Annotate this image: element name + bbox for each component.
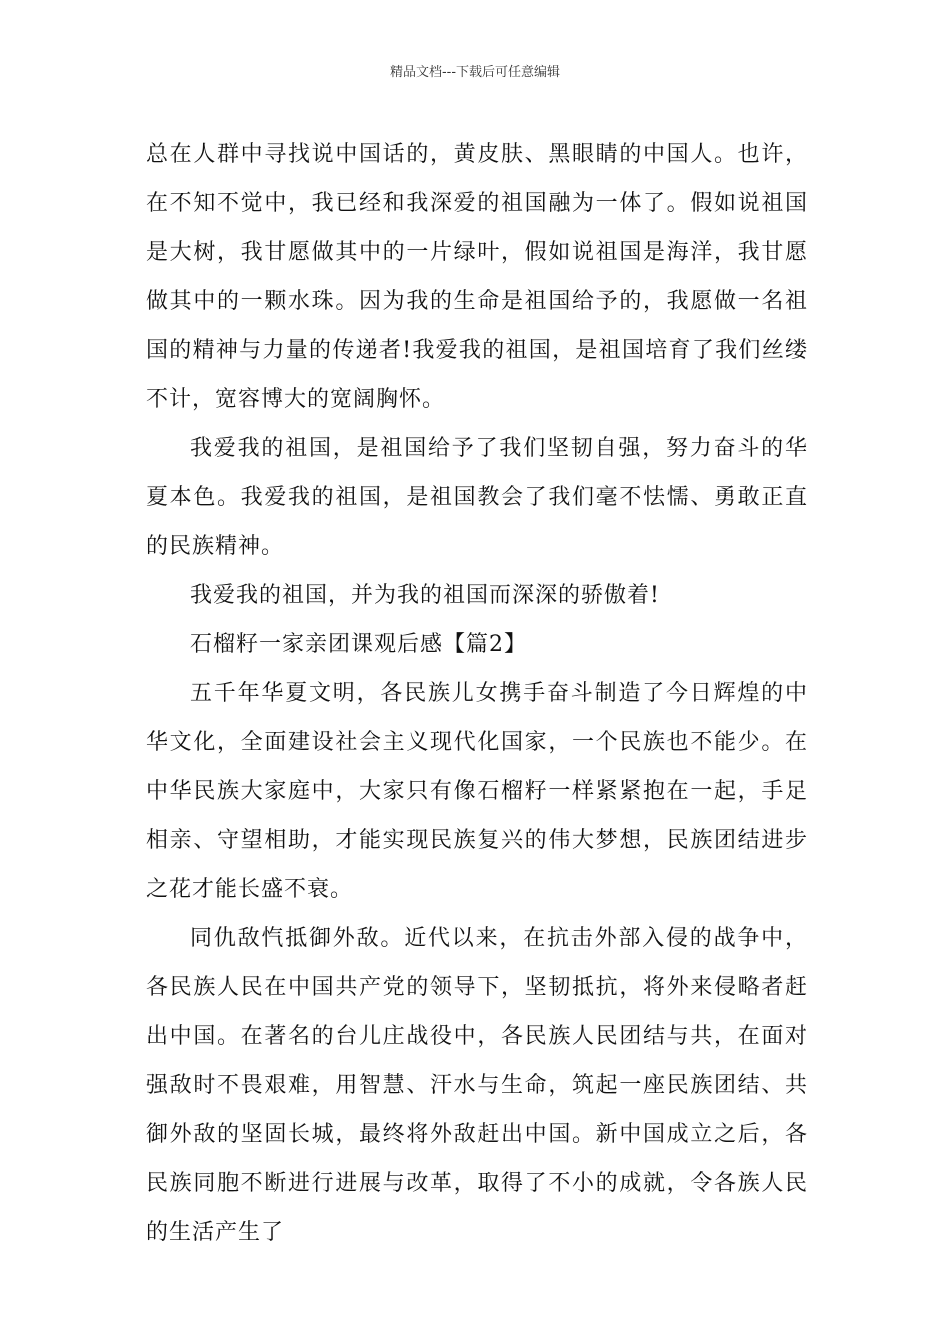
- paragraph-continuation: 总在人群中寻找说中国话的，黄皮肤、黑眼睛的中国人。也许，在不知不觉中，我已经和我深爱的祖国融为一体了。假如说祖国是大树，我甘愿做其中的一片绿叶，假如说祖国是海洋，我甘愿做其中的一颗水珠。因为我的生命是祖国给予的，我愿做一名祖国的精神与力量的传递者!我爱我的祖国，是祖国培育了我们丝缕不计，宽容博大的宽阔胸怀。: [146, 142, 808, 412]
- paragraph-resist-enemies: 同仇敌忾抵御外敌。近代以来，在抗击外部入侵的战争中，各民族人民在中国共产党的领导下，坚韧抵抗，将外来侵略者赶出中国。在著名的台儿庄战役中，各民族人民团结与共，在面对强敌时不畏艰难，用智慧、汗水与生命，筑起一座民族团结、共御外敌的坚固长城，最终将外敌赶出中国。新中国成立之后，各民族同胞不断进行进展与改革，取得了不小的成就，令各族人民的生活产生了: [146, 926, 808, 1245]
- document-body: [146, 130, 808, 1257]
- section-heading: 石榴籽一家亲团课观后感【篇2】: [190, 632, 527, 657]
- page-header: 精品文档---下载后可任意编辑: [389, 65, 561, 80]
- paragraph-huaxia-bense: 我爱我的祖国，是祖国给予了我们坚韧自强，努力奋斗的华夏本色。我爱我的祖国，是祖国教会了我们毫不怯懦、勇敢正直的民族精神。: [146, 436, 808, 559]
- paragraph-pride: 我爱我的祖国，并为我的祖国而深深的骄傲着!: [190, 583, 660, 608]
- paragraph-five-thousand-years: 五千年华夏文明，各民族儿女携手奋斗制造了今日辉煌的中华文化，全面建设社会主义现代化国家，一个民族也不能少。在中华民族大家庭中，大家只有像石榴籽一样紧紧抱在一起，手足相亲、守望相助，才能实现民族复兴的伟大梦想，民族团结进步之花才能长盛不衰。: [146, 681, 808, 902]
